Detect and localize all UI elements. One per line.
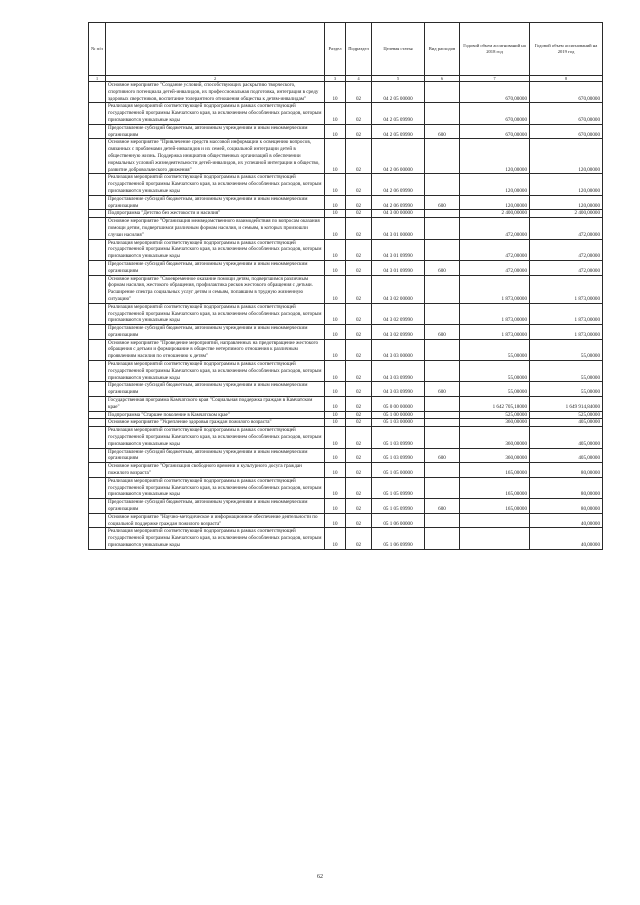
row-name: Основное мероприятие "Проведение мероприятий, направленных на предотвращение жестокого обращения с детьми и формирование в обществе нетерпимого отношения к различным проявлениям насилия по отношению к детям" [106,339,325,360]
row-amount-2018: 670,00000 [460,124,530,139]
row-section: 10 [325,195,346,210]
row-name: Реализация мероприятий соответствующей подпрограммы в рамках соответствующей государственной программы Камчатского края, за исключением обособленных расходов, которым присваиваются уникальные коды [106,303,325,324]
row-subsection: 02 [346,448,372,463]
row-target: 04 3 01 09990 [372,260,425,275]
row-amount-2019: 80,00000 [530,477,603,498]
row-section: 10 [325,499,346,514]
row-amount-2019: 670,00000 [530,82,603,103]
row-amount-2019: 670,00000 [530,124,603,139]
row-num-cell [89,339,106,360]
row-subsection: 02 [346,382,372,397]
row-expense-type [425,513,460,528]
table-row [89,448,603,463]
row-subsection: 02 [346,195,372,210]
row-num-cell [89,260,106,275]
row-section: 10 [325,427,346,448]
row-num-cell [89,325,106,340]
table-row [89,419,603,427]
row-section: 10 [325,124,346,139]
row-amount-2018: 165,00000 [460,477,530,498]
row-subsection: 02 [346,325,372,340]
row-target: 05 1 03 00000 [372,419,425,427]
row-num-cell [89,195,106,210]
row-subsection: 02 [346,528,372,549]
row-section: 10 [325,174,346,195]
row-num-cell [89,419,106,427]
row-subsection: 02 [346,513,372,528]
table-row [89,124,603,139]
row-expense-type: 600 [425,195,460,210]
row-amount-2018: 2 400,00000 [460,210,530,218]
column-number: 6 [425,76,460,82]
row-amount-2018: 1 873,00000 [460,303,530,324]
table-row [89,303,603,324]
row-num-cell [89,499,106,514]
row-amount-2019: 472,00000 [530,239,603,260]
row-subsection: 02 [346,463,372,478]
row-amount-2019: 120,00000 [530,174,603,195]
header-section: Раздел [325,23,346,76]
row-name: Основное мероприятие "Укрепление здоровья граждан пожилого возраста" [106,419,325,427]
row-amount-2018: 525,00000 [460,411,530,419]
row-section: 10 [325,260,346,275]
row-amount-2019: 405,00000 [530,427,603,448]
row-target: 05 1 05 09990 [372,477,425,498]
row-amount-2019: 80,00000 [530,499,603,514]
row-section: 10 [325,339,346,360]
row-expense-type: 600 [425,448,460,463]
row-expense-type [425,303,460,324]
row-target: 04 2 06 00000 [372,139,425,174]
row-target: 05 1 05 00000 [372,463,425,478]
row-section: 10 [325,239,346,260]
row-amount-2018: 670,00000 [460,103,530,124]
table-row [89,499,603,514]
column-number: 3 [325,76,346,82]
header-subsection: Подраздел [346,23,372,76]
table-row [89,411,603,419]
row-name: Реализация мероприятий соответствующей подпрограммы в рамках соответствующей государственной программы Камчатского края, за исключением обособленных расходов, которым присваиваются уникальные коды [106,427,325,448]
row-subsection: 02 [346,139,372,174]
row-section: 10 [325,411,346,419]
table-row [89,427,603,448]
document-page [88,22,602,550]
row-amount-2019: 405,00000 [530,419,603,427]
row-expense-type [425,411,460,419]
row-name: Основное мероприятие "Своевременное оказание помощи детям, подвергшимся различным формам насилия, жестокого обращения, профилактика рисков жестокого обращения с детьми. Расширение спектра социальных услуг детям и семьям, попавшим в трудную жизненную ситуацию" [106,275,325,303]
row-name: Предоставление субсидий бюджетным, автономным учреждениям и иным некоммерческим организациям [106,382,325,397]
table-row [89,528,603,549]
row-amount-2018: 1 642 705,18000 [460,397,530,412]
row-amount-2018: 165,00000 [460,463,530,478]
row-amount-2019: 1 873,00000 [530,275,603,303]
row-section: 10 [325,448,346,463]
row-num-cell [89,103,106,124]
row-expense-type [425,139,460,174]
row-section: 10 [325,361,346,382]
row-num-cell [89,82,106,103]
row-num-cell [89,463,106,478]
row-target: 04 3 02 09990 [372,303,425,324]
table-row [89,463,603,478]
row-target: 04 2 05 09990 [372,124,425,139]
row-subsection: 02 [346,397,372,412]
column-number: 7 [460,76,530,82]
row-target: 04 2 05 09990 [372,103,425,124]
row-num-cell [89,448,106,463]
row-expense-type [425,477,460,498]
table-row [89,82,603,103]
row-expense-type: 600 [425,382,460,397]
row-expense-type: 600 [425,124,460,139]
table-body [89,82,603,550]
header-year-2019: Годовой объем ассигнований на 2019 год [530,23,603,76]
row-expense-type [425,239,460,260]
row-amount-2019: 120,00000 [530,139,603,174]
table-row [89,275,603,303]
table-row [89,397,603,412]
row-subsection: 02 [346,174,372,195]
row-subsection: 02 [346,339,372,360]
column-number: 8 [530,76,603,82]
table-row [89,195,603,210]
row-amount-2019: 55,00000 [530,382,603,397]
row-name: Предоставление субсидий бюджетным, автономным учреждениям и иным некоммерческим организациям [106,195,325,210]
row-num-cell [89,275,106,303]
row-amount-2018: 120,00000 [460,139,530,174]
row-section: 10 [325,103,346,124]
row-subsection: 02 [346,124,372,139]
row-section: 10 [325,303,346,324]
row-section: 10 [325,513,346,528]
row-subsection: 02 [346,303,372,324]
table-header [89,23,603,76]
header-target: Целевая статья [372,23,425,76]
table-row [89,382,603,397]
row-num-cell [89,218,106,239]
row-name: Реализация мероприятий соответствующей подпрограммы в рамках соответствующей государственной программы Камчатского края, за исключением обособленных расходов, которым присваиваются уникальные коды [106,361,325,382]
row-name: Предоставление субсидий бюджетным, автономным учреждениям и иным некоммерческим организациям [106,260,325,275]
row-amount-2019: 472,00000 [530,260,603,275]
table-row [89,210,603,218]
row-target: 05 1 05 09990 [372,499,425,514]
row-target: 05 1 03 09990 [372,427,425,448]
row-section: 10 [325,275,346,303]
header-name [106,23,325,76]
row-target: 04 2 06 09990 [372,195,425,210]
row-amount-2018: 55,00000 [460,339,530,360]
row-amount-2019: 2 400,00000 [530,210,603,218]
row-subsection: 02 [346,411,372,419]
row-expense-type [425,210,460,218]
row-section: 10 [325,528,346,549]
row-amount-2019: 1 873,00000 [530,303,603,324]
row-target: 05 1 03 09990 [372,448,425,463]
table-row [89,361,603,382]
row-amount-2019: 120,00000 [530,195,603,210]
row-num-cell [89,513,106,528]
page-number: 62 [317,874,323,880]
row-name: Основное мероприятие "Организация межведомственного взаимодействия по вопросам оказания помощи детям, подвергшимся различным формам насилия, и семьям, в которых произошли случаи насилия" [106,218,325,239]
column-number: 1 [89,76,106,82]
row-num-cell [89,477,106,498]
row-amount-2018: 472,00000 [460,218,530,239]
row-target: 05 1 00 00000 [372,411,425,419]
row-target: 04 3 03 00000 [372,339,425,360]
row-num-cell [89,124,106,139]
row-expense-type [425,174,460,195]
row-expense-type [425,218,460,239]
row-num-cell [89,139,106,174]
row-section: 10 [325,382,346,397]
row-expense-type: 600 [425,499,460,514]
table-row [89,477,603,498]
row-amount-2018: 670,00000 [460,82,530,103]
row-section: 10 [325,139,346,174]
row-target: 04 3 03 09990 [372,361,425,382]
row-target: 04 3 03 09990 [372,382,425,397]
row-amount-2019: 1 649 914,84000 [530,397,603,412]
header-num: № п/п [89,23,106,76]
table-row [89,513,603,528]
row-amount-2019: 55,00000 [530,361,603,382]
table-row [89,325,603,340]
row-name: Основное мероприятие "Научно-методическое и информационное обеспечение деятельности по социальной поддержке граждан пожилого возраста" [106,513,325,528]
row-num-cell [89,239,106,260]
header-expense: Вид расходов [425,23,460,76]
table-row [89,339,603,360]
row-name: Предоставление субсидий бюджетным, автономным учреждениям и иным некоммерческим организациям [106,124,325,139]
row-name: Основное мероприятие "Организация свободного времени и культурного досуга граждан пожилого возраста" [106,463,325,478]
budget-table [88,22,603,550]
row-target: 04 3 01 09990 [372,239,425,260]
row-num-cell [89,361,106,382]
row-amount-2018: 1 873,00000 [460,325,530,340]
row-section: 10 [325,82,346,103]
row-amount-2018: 360,00000 [460,448,530,463]
row-target: 05 0 00 00000 [372,397,425,412]
row-amount-2019: 40,00000 [530,513,603,528]
row-expense-type [425,528,460,549]
row-num-cell [89,397,106,412]
row-section: 10 [325,419,346,427]
row-section: 10 [325,463,346,478]
row-target: 04 3 02 00000 [372,275,425,303]
row-name: Реализация мероприятий соответствующей подпрограммы в рамках соответствующей государственной программы Камчатского края, за исключением обособленных расходов, которым присваиваются уникальные коды [106,239,325,260]
row-amount-2018: 472,00000 [460,239,530,260]
table-row [89,218,603,239]
header-year-2018: Годовой объем ассигнований на 2018 год [460,23,530,76]
row-target: 04 3 02 09990 [372,325,425,340]
row-expense-type [425,103,460,124]
row-amount-2018: 120,00000 [460,174,530,195]
row-subsection: 02 [346,361,372,382]
row-section: 10 [325,218,346,239]
row-num-cell [89,303,106,324]
column-number: 5 [372,76,425,82]
row-expense-type [425,419,460,427]
row-amount-2018: 55,00000 [460,382,530,397]
row-name: Реализация мероприятий соответствующей подпрограммы в рамках соответствующей государственной программы Камчатского края, за исключением обособленных расходов, которым присваиваются уникальные коды [106,528,325,549]
table-row [89,174,603,195]
row-subsection: 02 [346,82,372,103]
row-section: 10 [325,397,346,412]
row-target: 05 1 06 09990 [372,528,425,549]
row-num-cell [89,382,106,397]
row-amount-2018: 120,00000 [460,195,530,210]
row-section: 10 [325,477,346,498]
row-amount-2019: 40,00000 [530,528,603,549]
row-amount-2019: 80,00000 [530,463,603,478]
row-expense-type [425,275,460,303]
column-number: 4 [346,76,372,82]
row-name: Государственная программа Камчатского края "Социальная поддержка граждан в Камчатском крае" [106,397,325,412]
row-expense-type [425,397,460,412]
row-subsection: 02 [346,218,372,239]
row-amount-2019: 1 873,00000 [530,325,603,340]
row-name: Предоставление субсидий бюджетным, автономным учреждениям и иным некоммерческим организациям [106,325,325,340]
row-num-cell [89,174,106,195]
row-num-cell [89,528,106,549]
row-subsection: 02 [346,499,372,514]
row-subsection: 02 [346,239,372,260]
row-subsection: 02 [346,419,372,427]
row-subsection: 02 [346,210,372,218]
column-number: 2 [106,76,325,82]
table-row [89,139,603,174]
row-expense-type [425,463,460,478]
row-target: 04 2 06 09990 [372,174,425,195]
row-amount-2018: 55,00000 [460,361,530,382]
row-target: 05 1 06 00000 [372,513,425,528]
row-amount-2018: 165,00000 [460,499,530,514]
table-row [89,260,603,275]
row-amount-2018: 360,00000 [460,427,530,448]
row-section: 10 [325,210,346,218]
row-amount-2019: 670,00000 [530,103,603,124]
row-name: Подпрограмма "Старшее поколение в Камчатском крае" [106,411,325,419]
row-amount-2018: 360,00000 [460,419,530,427]
row-num-cell [89,427,106,448]
row-amount-2019: 472,00000 [530,218,603,239]
row-subsection: 02 [346,260,372,275]
row-section: 10 [325,325,346,340]
table-row [89,239,603,260]
row-amount-2018 [460,528,530,549]
row-subsection: 02 [346,103,372,124]
row-name: Реализация мероприятий соответствующей подпрограммы в рамках соответствующей государственной программы Камчатского края, за исключением обособленных расходов, которым присваиваются уникальные коды [106,174,325,195]
row-subsection: 02 [346,275,372,303]
row-target: 04 3 01 00000 [372,218,425,239]
row-amount-2018: 472,00000 [460,260,530,275]
row-name: Основное мероприятие "Создание условий, способствующих раскрытию творческого, спортивного потенциала детей-инвалидов, их профессиональная подготовка, интеграция в среду здоровых сверстников, воспитание толерантного отношения общества к детям-инвалидам" [106,82,325,103]
row-expense-type [425,82,460,103]
row-name: Реализация мероприятий соответствующей подпрограммы в рамках соответствующей государственной программы Камчатского края, за исключением обособленных расходов, которым присваиваются уникальные коды [106,477,325,498]
row-amount-2019: 55,00000 [530,339,603,360]
row-num-cell [89,210,106,218]
row-amount-2018: 1 873,00000 [460,275,530,303]
row-subsection: 02 [346,477,372,498]
table-row [89,103,603,124]
row-expense-type [425,427,460,448]
row-amount-2019: 525,00000 [530,411,603,419]
row-name: Подпрограмма "Детство без жестокости и насилия" [106,210,325,218]
row-expense-type [425,339,460,360]
row-name: Предоставление субсидий бюджетным, автономным учреждениям и иным некоммерческим организациям [106,499,325,514]
row-name: Основное мероприятие "Привлечение средств массовой информации к освещению вопросов, связанных с проблемами детей-инвалидов и их семей, социальной интеграции детей в общественную жизнь. Поддержка инициатив общественных организаций в обеспечении нормальных условий жизнедеятельности детей-инвалидов, их успешной интеграции в общество, развитие добровольческого движения" [106,139,325,174]
row-num-cell [89,411,106,419]
row-expense-type: 600 [425,260,460,275]
row-target: 04 2 05 00000 [372,82,425,103]
row-name: Реализация мероприятий соответствующей подпрограммы в рамках соответствующей государственной программы Камчатского края, за исключением обособленных расходов, которым присваиваются уникальные коды [106,103,325,124]
row-expense-type [425,361,460,382]
row-expense-type: 600 [425,325,460,340]
row-amount-2019: 405,00000 [530,448,603,463]
row-amount-2018 [460,513,530,528]
row-name: Предоставление субсидий бюджетным, автономным учреждениям и иным некоммерческим организациям [106,448,325,463]
row-subsection: 02 [346,427,372,448]
row-target: 04 3 00 00000 [372,210,425,218]
